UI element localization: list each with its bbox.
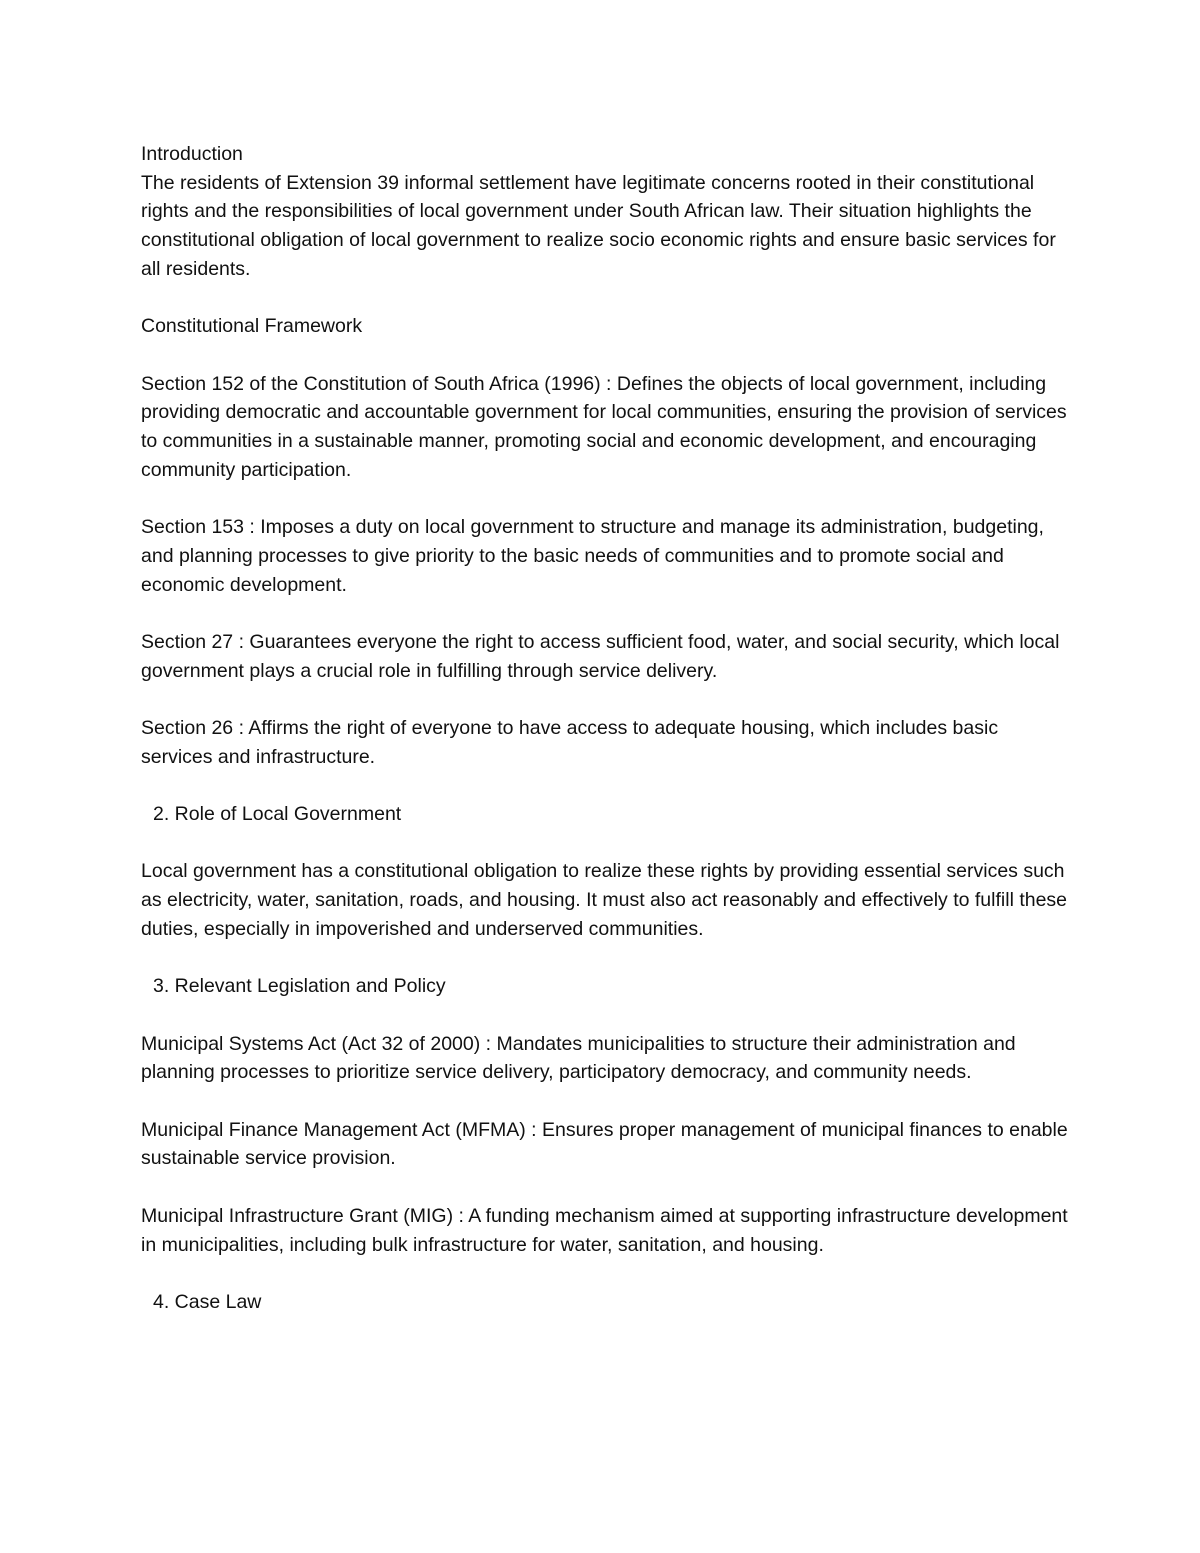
document-page [141,140,1071,1317]
section-153-paragraph: Section 153 : Imposes a duty on local government to structure and manage its administration, budgeting, and planning processes to give priority to the basic needs of communities and to promote social and economic development. [141,516,1044,596]
framework-heading: Constitutional Framework [141,315,363,338]
section-27-paragraph: Section 27 : Guarantees everyone the right to access sufficient food, water, and social security, which local government plays a crucial role in fulfilling through service delivery. [141,630,1060,682]
section-152-paragraph: Section 152 of the Constitution of South Africa (1996) : Defines the objects of local government, including providing democratic and accountable government for local communities, ensuring the provision of services to communities in a sustainable manner, promoting social and economic development, and encouraging community participation. [141,372,1067,481]
mig-paragraph: Municipal Infrastructure Grant (MIG) : A funding mechanism aimed at supporting infrastructure development in municipalities, including bulk infrastructure for water, sanitation, and housing. [141,1204,1068,1256]
role-paragraph: Local government has a constitutional obligation to realize these rights by providing essential services such as electricity, water, sanitation, roads, and housing. It must also act reasonably and effectively to fulfill these duties, especially in impoverished and underserved communities. [141,860,1068,940]
intro-paragraph: The residents of Extension 39 informal settlement have legitimate concerns rooted in their constitutional rights and the responsibilities of local government under South African law. Their situation highlights the constitutional obligation of local government to realize socio economic rights and ensure basic services for all residents. [141,171,1056,280]
intro-heading: Introduction [141,143,243,165]
section-26-paragraph: Section 26 : Affirms the right of everyone to have access to adequate housing, which includes basic services and infrastructure. [141,716,999,768]
msa-paragraph: Municipal Systems Act (Act 32 of 2000) : Mandates municipalities to structure their administration and planning processes to prioritize service delivery, participatory democracy, and community needs. [141,1032,1016,1084]
legislation-heading: 3. Relevant Legislation and Policy [153,975,446,998]
role-heading: 2. Role of Local Government [153,803,402,826]
mfma-paragraph: Municipal Finance Management Act (MFMA) : Ensures proper management of municipal finances to enable sustainable service provision. [141,1118,1068,1170]
case-law-heading: 4. Case Law [153,1290,262,1313]
